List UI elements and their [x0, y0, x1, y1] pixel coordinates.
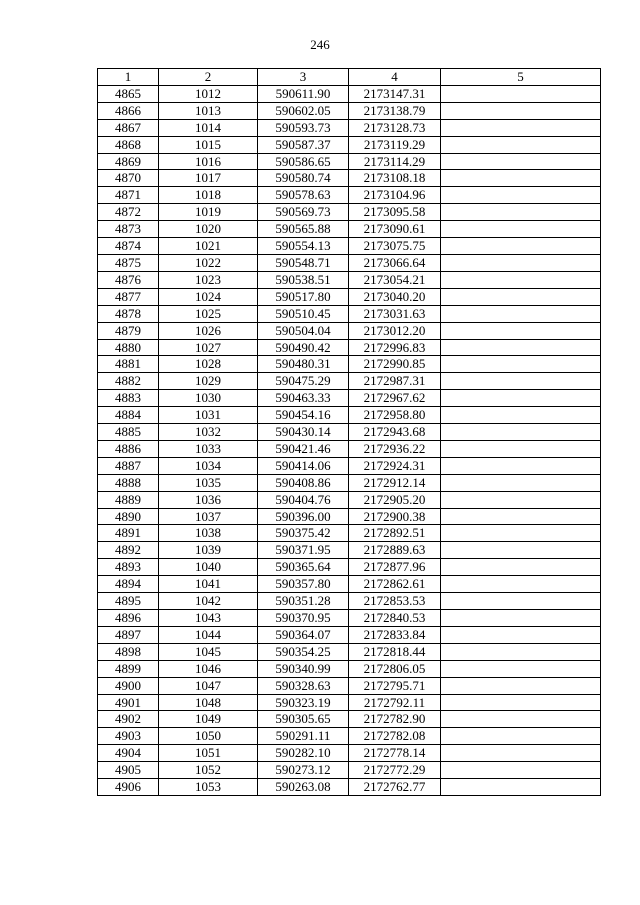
table-row	[98, 221, 601, 238]
column-header-2: 2	[159, 69, 258, 86]
table-cell: 590305.65	[258, 711, 349, 728]
table-cell: 1046	[159, 660, 258, 677]
table-cell: 1015	[159, 136, 258, 153]
table-row	[98, 593, 601, 610]
table-cell: 590538.51	[258, 271, 349, 288]
table-cell: 590370.95	[258, 610, 349, 627]
table-cell: 4890	[98, 508, 159, 525]
table-row	[98, 102, 601, 119]
table-cell: 590364.07	[258, 626, 349, 643]
table-cell: 590404.76	[258, 491, 349, 508]
table-cell: 1017	[159, 170, 258, 187]
table-cell: 1026	[159, 322, 258, 339]
table-cell: 1045	[159, 643, 258, 660]
table-row	[98, 542, 601, 559]
table-cell: 2172792.11	[349, 694, 441, 711]
table-cell: 4881	[98, 356, 159, 373]
table-cell	[441, 204, 601, 221]
table-cell	[441, 170, 601, 187]
table-cell: 4866	[98, 102, 159, 119]
table-cell	[441, 457, 601, 474]
table-cell: 4877	[98, 288, 159, 305]
table-row	[98, 711, 601, 728]
table-cell: 2172905.20	[349, 491, 441, 508]
table-cell: 2172996.83	[349, 339, 441, 356]
table-cell: 4893	[98, 559, 159, 576]
table-cell	[441, 745, 601, 762]
table-cell	[441, 677, 601, 694]
table-row	[98, 339, 601, 356]
table-cell	[441, 119, 601, 136]
table-row	[98, 254, 601, 271]
table-cell: 1039	[159, 542, 258, 559]
table-cell	[441, 491, 601, 508]
table-cell: 1027	[159, 339, 258, 356]
table-cell	[441, 356, 601, 373]
table-cell: 590587.37	[258, 136, 349, 153]
table-cell: 1021	[159, 238, 258, 255]
table-cell: 2172778.14	[349, 745, 441, 762]
table-body	[98, 85, 601, 795]
table-cell: 1050	[159, 728, 258, 745]
table-row	[98, 643, 601, 660]
table-cell: 2172943.68	[349, 424, 441, 441]
table-cell: 590602.05	[258, 102, 349, 119]
table-cell: 1023	[159, 271, 258, 288]
table-row	[98, 660, 601, 677]
table-cell: 1052	[159, 762, 258, 779]
table-cell	[441, 187, 601, 204]
table-row	[98, 390, 601, 407]
table-cell	[441, 424, 601, 441]
table-cell: 4885	[98, 424, 159, 441]
table-cell: 590554.13	[258, 238, 349, 255]
table-cell	[441, 559, 601, 576]
table-cell: 1030	[159, 390, 258, 407]
table-cell: 590340.99	[258, 660, 349, 677]
table-cell: 4869	[98, 153, 159, 170]
table-row	[98, 610, 601, 627]
table-cell: 2172958.80	[349, 407, 441, 424]
table-row	[98, 136, 601, 153]
table-cell: 2172900.38	[349, 508, 441, 525]
table-cell: 4875	[98, 254, 159, 271]
table-cell: 1049	[159, 711, 258, 728]
table-cell: 590463.33	[258, 390, 349, 407]
table-cell: 590421.46	[258, 440, 349, 457]
table-cell: 4896	[98, 610, 159, 627]
table-cell: 4899	[98, 660, 159, 677]
table-cell	[441, 660, 601, 677]
table-cell: 590351.28	[258, 593, 349, 610]
table-row	[98, 322, 601, 339]
table-cell: 4868	[98, 136, 159, 153]
table-cell: 2173104.96	[349, 187, 441, 204]
table-cell: 590593.73	[258, 119, 349, 136]
table-cell: 2172853.53	[349, 593, 441, 610]
table-row	[98, 491, 601, 508]
table-cell: 4906	[98, 779, 159, 796]
table-cell: 2173040.20	[349, 288, 441, 305]
table-cell: 590371.95	[258, 542, 349, 559]
table-cell	[441, 153, 601, 170]
table-cell: 1018	[159, 187, 258, 204]
table-cell	[441, 525, 601, 542]
table-cell: 2172936.22	[349, 440, 441, 457]
table-cell	[441, 728, 601, 745]
table-cell: 2172987.31	[349, 373, 441, 390]
table-row	[98, 762, 601, 779]
table-cell: 1037	[159, 508, 258, 525]
table-cell: 2172912.14	[349, 474, 441, 491]
table-cell: 1029	[159, 373, 258, 390]
table-cell	[441, 610, 601, 627]
table-cell: 1042	[159, 593, 258, 610]
table-cell: 590565.88	[258, 221, 349, 238]
table-row	[98, 119, 601, 136]
table-cell: 2173114.29	[349, 153, 441, 170]
table-row	[98, 508, 601, 525]
table-cell: 4874	[98, 238, 159, 255]
table-cell: 590273.12	[258, 762, 349, 779]
table-cell: 2173075.75	[349, 238, 441, 255]
table-cell	[441, 440, 601, 457]
table-cell	[441, 694, 601, 711]
table-cell: 4894	[98, 576, 159, 593]
table-cell: 2173095.58	[349, 204, 441, 221]
table-cell: 4884	[98, 407, 159, 424]
table-cell: 4879	[98, 322, 159, 339]
table-cell: 2173054.21	[349, 271, 441, 288]
table-cell	[441, 593, 601, 610]
table-cell	[441, 254, 601, 271]
table-cell: 590548.71	[258, 254, 349, 271]
table-row	[98, 153, 601, 170]
table-cell	[441, 643, 601, 660]
table-cell: 1043	[159, 610, 258, 627]
table-cell: 590396.00	[258, 508, 349, 525]
table-cell: 4871	[98, 187, 159, 204]
table-cell: 4898	[98, 643, 159, 660]
table-row	[98, 238, 601, 255]
table-cell: 4887	[98, 457, 159, 474]
table-cell: 590586.65	[258, 153, 349, 170]
table-cell: 2173108.18	[349, 170, 441, 187]
table-cell: 2172892.51	[349, 525, 441, 542]
table-cell: 1044	[159, 626, 258, 643]
table-cell: 1048	[159, 694, 258, 711]
column-header-3: 3	[258, 69, 349, 86]
table-cell: 4867	[98, 119, 159, 136]
table-row	[98, 288, 601, 305]
table-cell: 4889	[98, 491, 159, 508]
table-row	[98, 728, 601, 745]
table-cell	[441, 407, 601, 424]
table-cell	[441, 626, 601, 643]
table-cell: 1014	[159, 119, 258, 136]
table-cell: 1034	[159, 457, 258, 474]
table-cell	[441, 779, 601, 796]
column-header-5: 5	[441, 69, 601, 86]
table-cell: 4904	[98, 745, 159, 762]
table-cell: 2173066.64	[349, 254, 441, 271]
table-cell: 1020	[159, 221, 258, 238]
table-cell: 590408.86	[258, 474, 349, 491]
table-cell: 590578.63	[258, 187, 349, 204]
table-cell: 590282.10	[258, 745, 349, 762]
table-cell: 590323.19	[258, 694, 349, 711]
table-row	[98, 170, 601, 187]
table-cell	[441, 136, 601, 153]
table-cell	[441, 339, 601, 356]
table-row	[98, 204, 601, 221]
table-cell: 1019	[159, 204, 258, 221]
table-cell: 2173090.61	[349, 221, 441, 238]
table-cell: 2172877.96	[349, 559, 441, 576]
table-cell	[441, 322, 601, 339]
table-cell	[441, 85, 601, 102]
table-row	[98, 525, 601, 542]
table-cell: 1028	[159, 356, 258, 373]
table-cell: 4902	[98, 711, 159, 728]
table-cell: 2172818.44	[349, 643, 441, 660]
table-row	[98, 187, 601, 204]
table-cell	[441, 288, 601, 305]
table-cell: 590263.08	[258, 779, 349, 796]
table-cell: 590414.06	[258, 457, 349, 474]
table-cell: 1013	[159, 102, 258, 119]
table-cell: 590328.63	[258, 677, 349, 694]
table-cell: 1012	[159, 85, 258, 102]
table-cell: 2173138.79	[349, 102, 441, 119]
table-cell: 590490.42	[258, 339, 349, 356]
table-cell	[441, 542, 601, 559]
table-cell: 2172967.62	[349, 390, 441, 407]
page-number: 246	[310, 37, 330, 52]
table-cell: 4891	[98, 525, 159, 542]
table-cell: 1035	[159, 474, 258, 491]
table-cell: 1040	[159, 559, 258, 576]
table-cell	[441, 271, 601, 288]
table-cell: 1051	[159, 745, 258, 762]
table-cell: 590454.16	[258, 407, 349, 424]
table-cell: 2172782.90	[349, 711, 441, 728]
table-cell: 4872	[98, 204, 159, 221]
table-cell: 2172889.63	[349, 542, 441, 559]
table-cell: 590517.80	[258, 288, 349, 305]
table-cell: 4895	[98, 593, 159, 610]
table-cell: 2172795.71	[349, 677, 441, 694]
table-row	[98, 424, 601, 441]
table-cell: 590375.42	[258, 525, 349, 542]
table-cell: 1022	[159, 254, 258, 271]
table-cell	[441, 576, 601, 593]
column-header-1: 1	[98, 69, 159, 86]
table-cell: 590357.80	[258, 576, 349, 593]
table-cell	[441, 102, 601, 119]
table-cell: 4901	[98, 694, 159, 711]
table-cell	[441, 373, 601, 390]
table-row	[98, 626, 601, 643]
table-cell: 1053	[159, 779, 258, 796]
table-row	[98, 85, 601, 102]
table-cell	[441, 508, 601, 525]
table-cell: 590569.73	[258, 204, 349, 221]
table-cell: 2172840.53	[349, 610, 441, 627]
table-cell: 4870	[98, 170, 159, 187]
table-cell: 1036	[159, 491, 258, 508]
table-cell: 1025	[159, 305, 258, 322]
table-cell: 1032	[159, 424, 258, 441]
table-cell: 1016	[159, 153, 258, 170]
table-cell: 4880	[98, 339, 159, 356]
table-cell: 1024	[159, 288, 258, 305]
table-cell: 1047	[159, 677, 258, 694]
table-cell: 2173031.63	[349, 305, 441, 322]
table-row	[98, 745, 601, 762]
table-cell: 590510.45	[258, 305, 349, 322]
table-cell: 2173128.73	[349, 119, 441, 136]
table-cell	[441, 221, 601, 238]
table-cell: 2172990.85	[349, 356, 441, 373]
table-cell: 4892	[98, 542, 159, 559]
table-cell: 1038	[159, 525, 258, 542]
table-row	[98, 440, 601, 457]
table-cell: 590291.11	[258, 728, 349, 745]
table-row	[98, 373, 601, 390]
table-row	[98, 356, 601, 373]
table-cell: 590480.31	[258, 356, 349, 373]
table-cell: 2173147.31	[349, 85, 441, 102]
table-cell	[441, 762, 601, 779]
table-cell: 4888	[98, 474, 159, 491]
table-row	[98, 457, 601, 474]
table-cell: 590580.74	[258, 170, 349, 187]
table-cell: 4865	[98, 85, 159, 102]
table-cell: 4886	[98, 440, 159, 457]
table-cell: 1031	[159, 407, 258, 424]
table-row	[98, 576, 601, 593]
table-cell: 4897	[98, 626, 159, 643]
table-cell: 2172862.61	[349, 576, 441, 593]
table-header-row	[98, 69, 601, 86]
table-cell: 4876	[98, 271, 159, 288]
table-cell	[441, 305, 601, 322]
table-cell	[441, 238, 601, 255]
table-cell: 2173119.29	[349, 136, 441, 153]
table-cell: 4882	[98, 373, 159, 390]
table-row	[98, 474, 601, 491]
table-cell	[441, 390, 601, 407]
table-cell: 590365.64	[258, 559, 349, 576]
table-cell: 590504.04	[258, 322, 349, 339]
table-row	[98, 559, 601, 576]
table-cell: 2172782.08	[349, 728, 441, 745]
table-cell: 2173012.20	[349, 322, 441, 339]
table-cell	[441, 474, 601, 491]
table-cell: 2172806.05	[349, 660, 441, 677]
table-cell: 1033	[159, 440, 258, 457]
table-cell: 4903	[98, 728, 159, 745]
table-cell	[441, 711, 601, 728]
table-cell: 590430.14	[258, 424, 349, 441]
table-cell: 4878	[98, 305, 159, 322]
table-row	[98, 694, 601, 711]
column-header-4: 4	[349, 69, 441, 86]
table-row	[98, 779, 601, 796]
table-cell: 2172772.29	[349, 762, 441, 779]
table-cell: 2172924.31	[349, 457, 441, 474]
coordinates-table	[97, 68, 601, 796]
table-row	[98, 271, 601, 288]
table-cell: 4873	[98, 221, 159, 238]
table-row	[98, 407, 601, 424]
table-cell: 4905	[98, 762, 159, 779]
table-cell: 590611.90	[258, 85, 349, 102]
table-row	[98, 677, 601, 694]
table-cell: 2172762.77	[349, 779, 441, 796]
table-cell: 2172833.84	[349, 626, 441, 643]
table-cell: 590354.25	[258, 643, 349, 660]
table-cell: 590475.29	[258, 373, 349, 390]
table-cell: 4900	[98, 677, 159, 694]
table-cell: 4883	[98, 390, 159, 407]
table-row	[98, 305, 601, 322]
table-cell: 1041	[159, 576, 258, 593]
